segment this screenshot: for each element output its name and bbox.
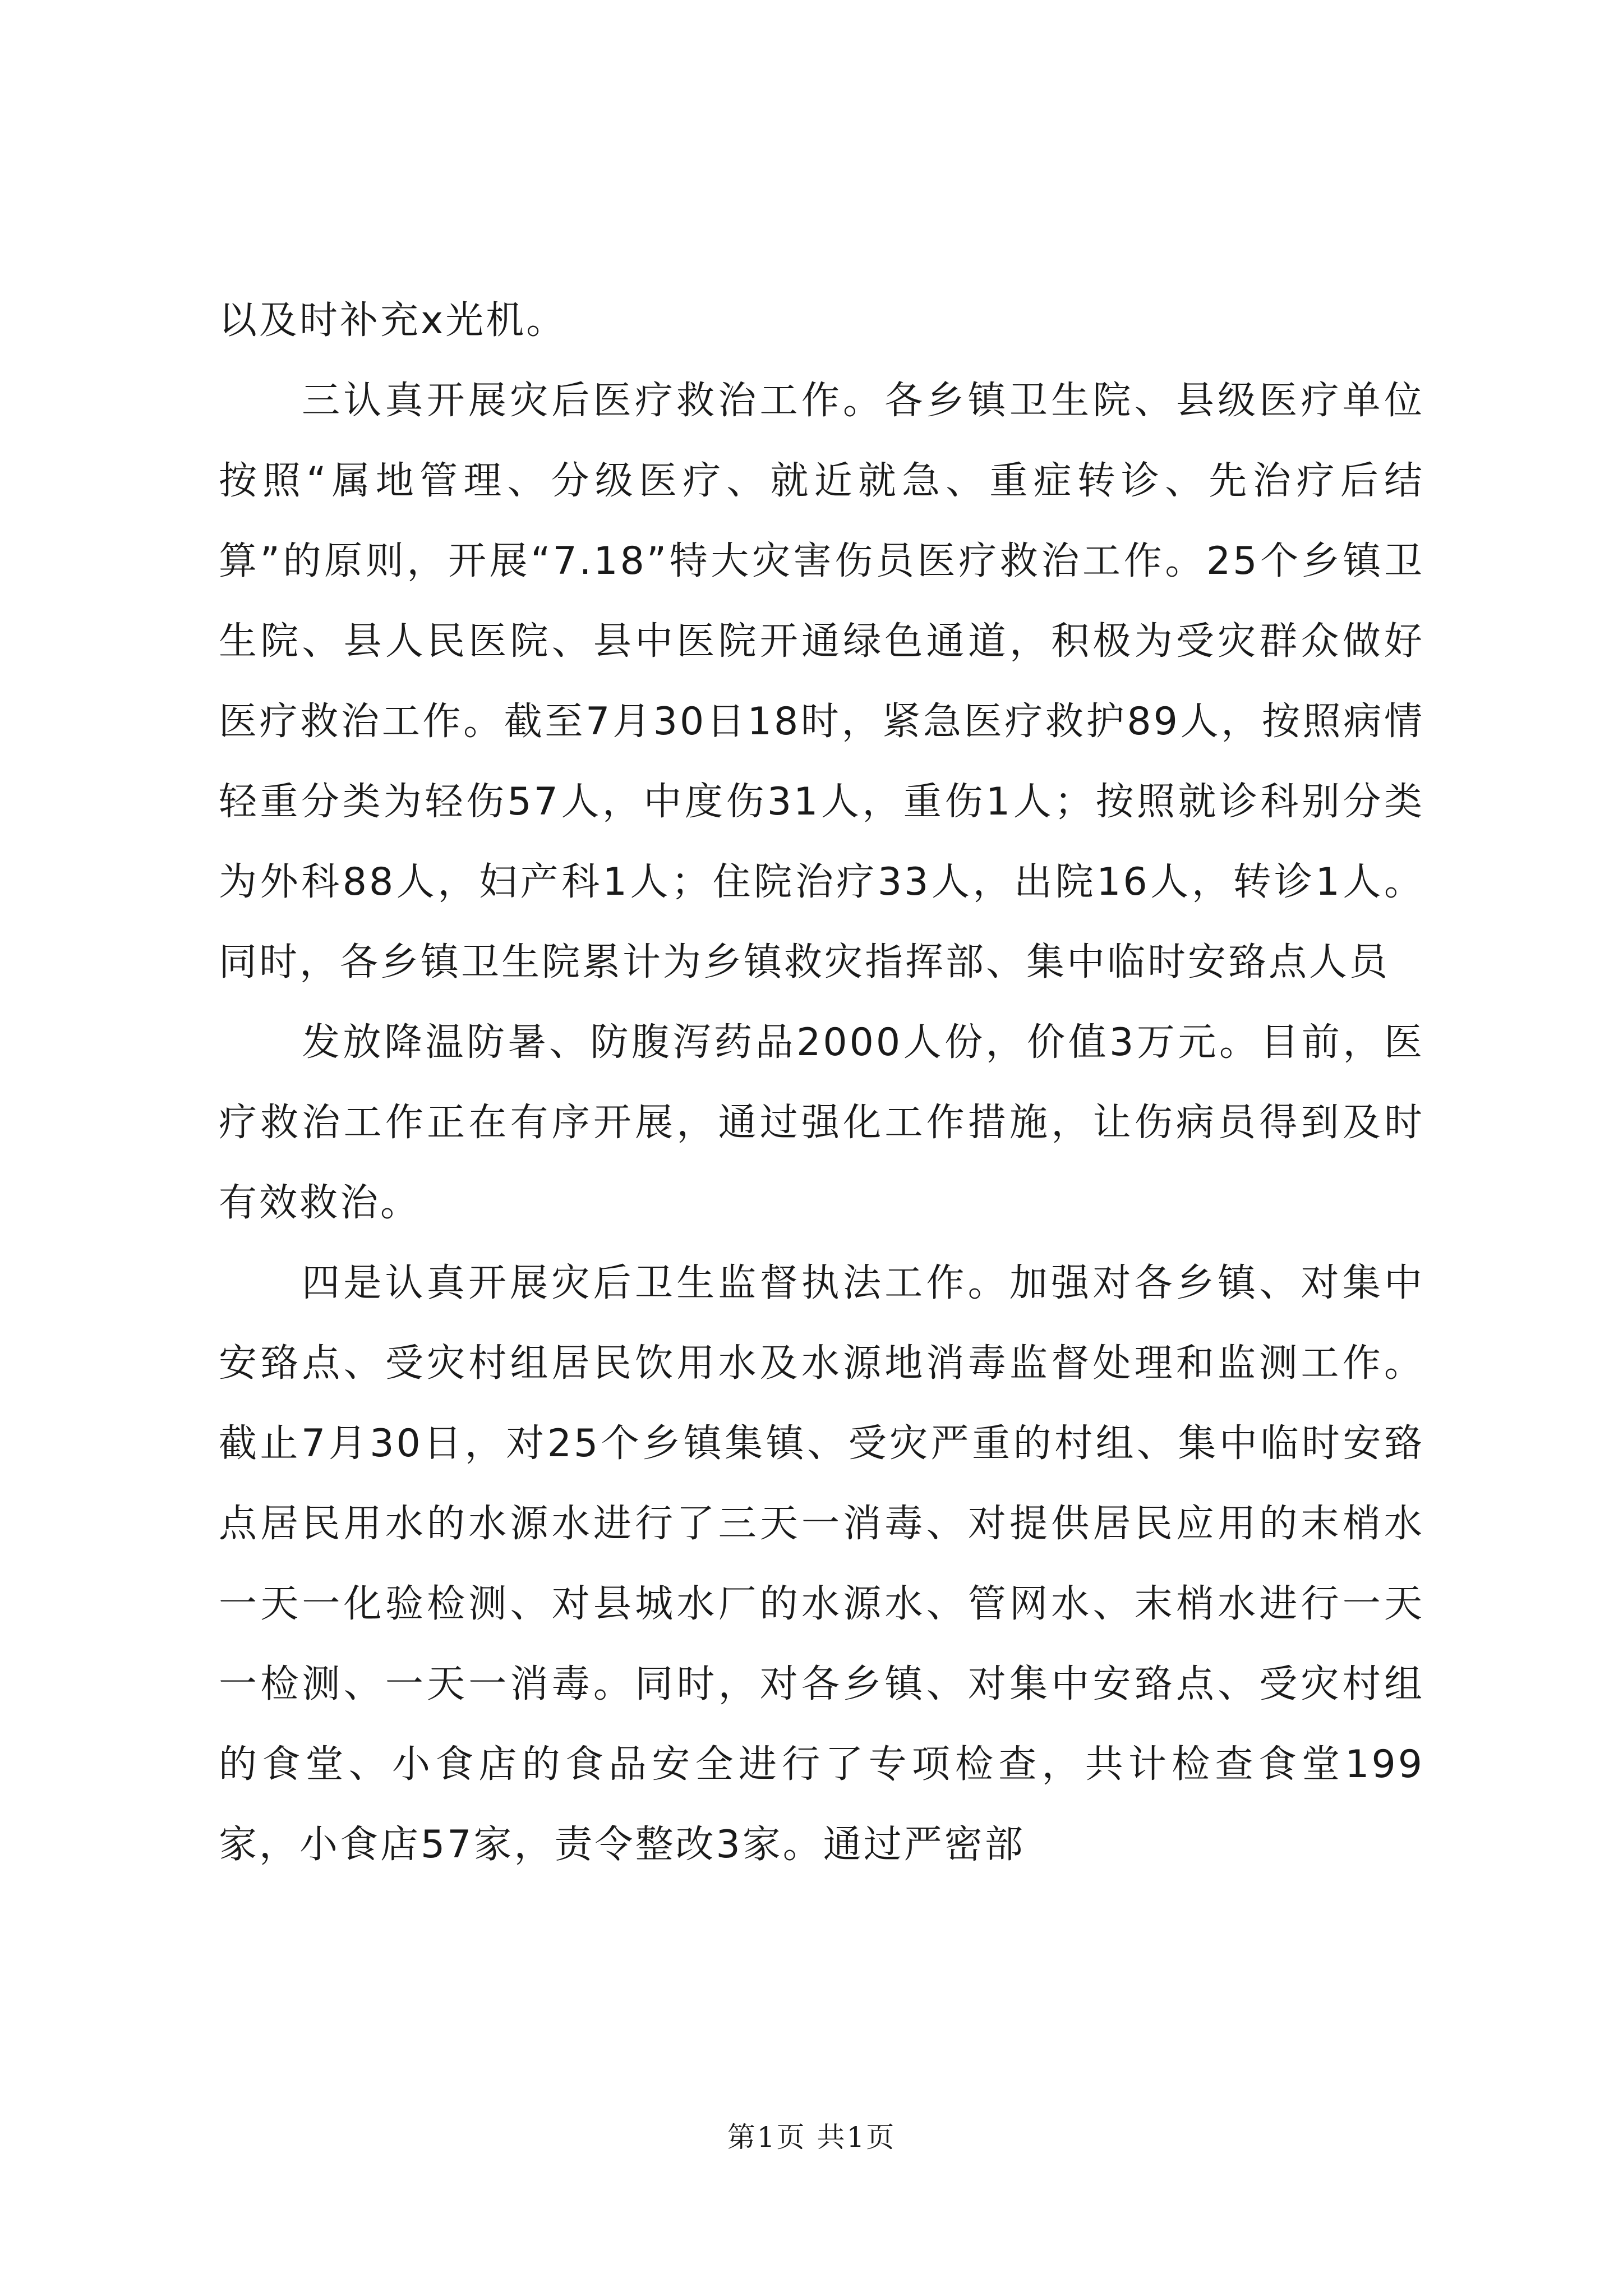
page-number-footer: 第1页 共1页 (727, 2121, 896, 2154)
paragraph-health-supervision: 四是认真开展灾后卫生监督执法工作。加强对各乡镇、对集中安臵点、受灾村组居民饮用水及水源地消毒监督处理和监测工作。截止7月30日，对25个乡镇集镇、受灾严重的村组、集中临时安臵点居民用水的水源水进行了三天一消毒、对提供居民应用的末梢水一天一化验检测、对县城水厂的水源水、管网水、末梢水进行一天一检测、一天一消毒。同时，对各乡镇、对集中安臵点、受灾村组的食堂、小食店的食品安全进行了专项检查，共计检查食堂199家，小食店57家，责令整改3家。通过严密部 (219, 1261, 1424, 1867)
paragraph-continuation: 以及时补充x光机。 (219, 298, 567, 343)
document-body (219, 280, 1424, 1885)
paragraph-medicine-distribution: 发放降温防暑、防腹泻药品2000人份，价值3万元。目前，医疗救治工作正在有序开展，通过强化工作措施，让伤病员得到及时有效救治。 (219, 1020, 1424, 1225)
paragraph-medical-rescue: 三认真开展灾后医疗救治工作。各乡镇卫生院、县级医疗单位按照“属地管理、分级医疗、就近就急、重症转诊、先治疗后结算”的原则，开展“7.18”特大灾害伤员医疗救治工作。25个乡镇卫生院、县人民医院、县中医院开通绿色通道，积极为受灾群众做好医疗救治工作。截至7月30日18时，紧急医疗救护89人，按照病情轻重分类为轻伤57人，中度伤31人，重伤1人；按照就诊科别分类为外科88人，妇产科1人；住院治疗33人，出院16人，转诊1人。同时，各乡镇卫生院累计为乡镇救灾指挥部、集中临时安臵点人员 (219, 379, 1424, 984)
